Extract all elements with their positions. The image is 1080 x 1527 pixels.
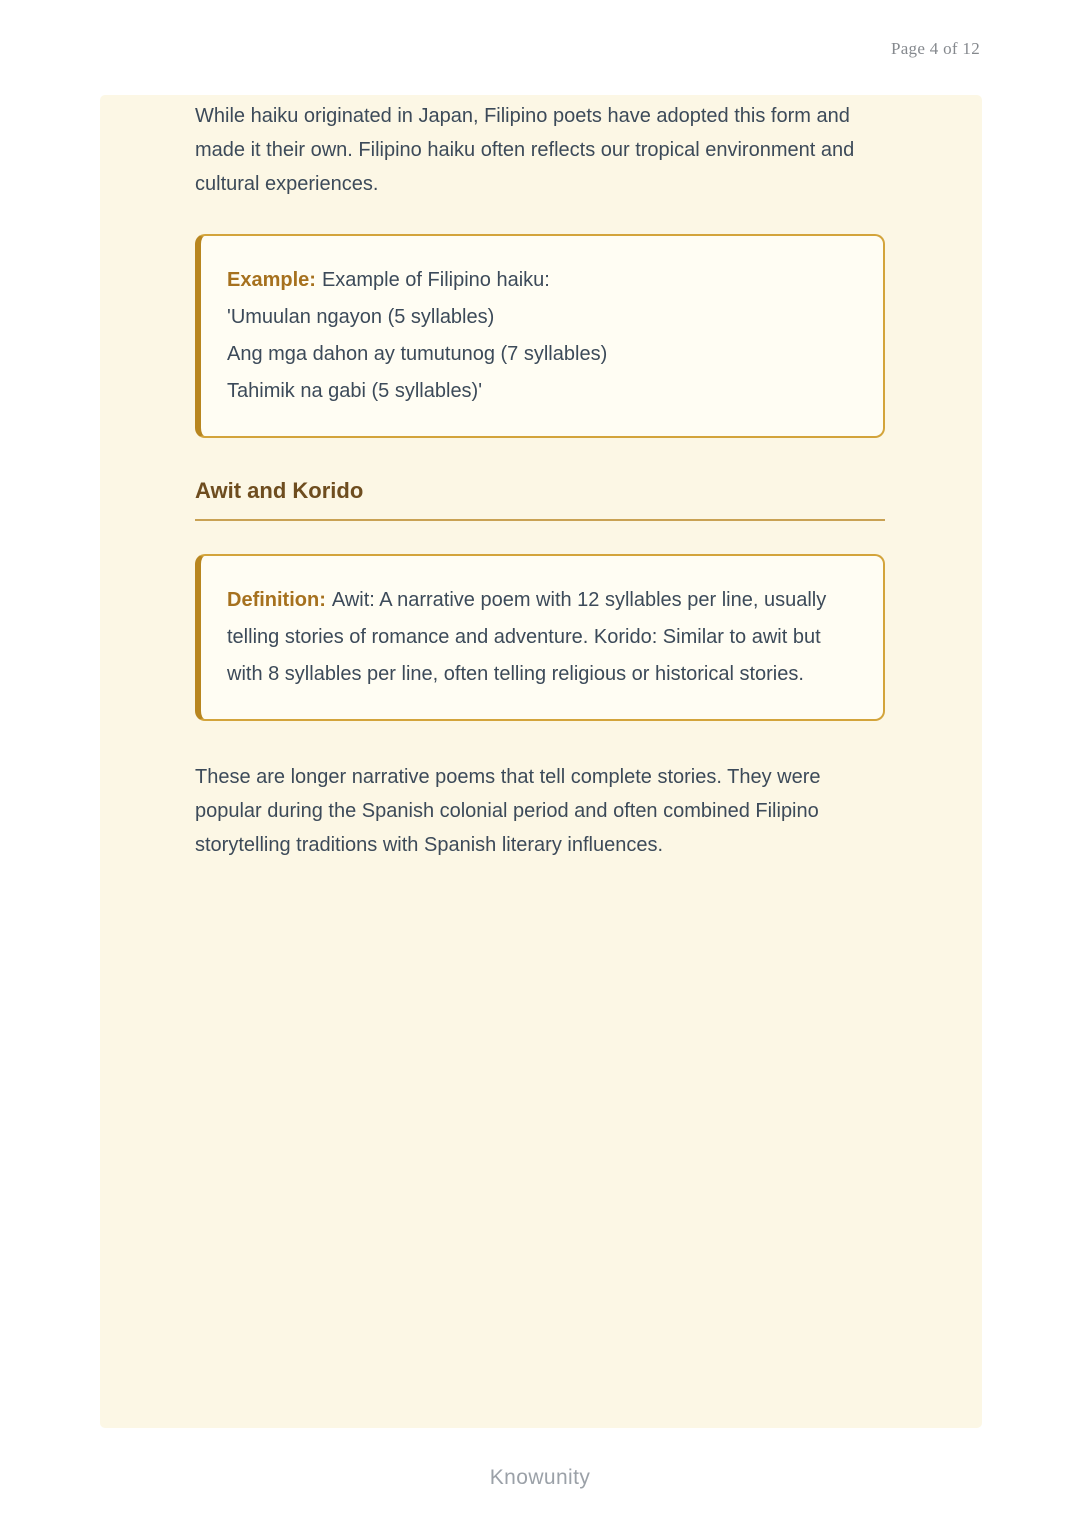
paragraph-awit-korido-description: These are longer narrative poems that tell complete stories. They were popular during the Spanish colonial period and often combined Filipino storytelling traditions with Spanish literary influences. (195, 766, 821, 856)
section-heading-awit-korido: Awit and Korido (195, 478, 364, 503)
paragraph-haiku-intro: While haiku originated in Japan, Filipino poets have adopted this form and made it their own. Filipino haiku often reflects our tropical environment and cultural experiences. (195, 105, 855, 195)
document-page (100, 95, 982, 1428)
page-number: Page 4 of 12 (890, 39, 980, 58)
definition-box (195, 554, 885, 721)
example-label: Example: (227, 269, 316, 291)
definition-text: Awit: A narrative poem with 12 syllables per line, usually telling stories of romance and adventure. Korido: Similar to awit but with 8 syllables per line, often telling religious or historical stories. (227, 589, 827, 685)
example-intro-text: Example of Filipino haiku: (321, 269, 550, 291)
haiku-line-3: Tahimik na gabi (5 syllables)' (227, 380, 483, 402)
example-box-line-intro (227, 262, 853, 299)
knowunity-brand-footer: Knowunity (489, 1466, 591, 1489)
definition-box-text (227, 582, 853, 693)
example-box (195, 234, 885, 438)
haiku-line-2: Ang mga dahon ay tumutunog (7 syllables) (227, 343, 608, 365)
definition-label: Definition: (227, 589, 326, 611)
heading-divider (195, 519, 885, 521)
haiku-line-1: 'Umuulan ngayon (5 syllables) (227, 306, 495, 328)
